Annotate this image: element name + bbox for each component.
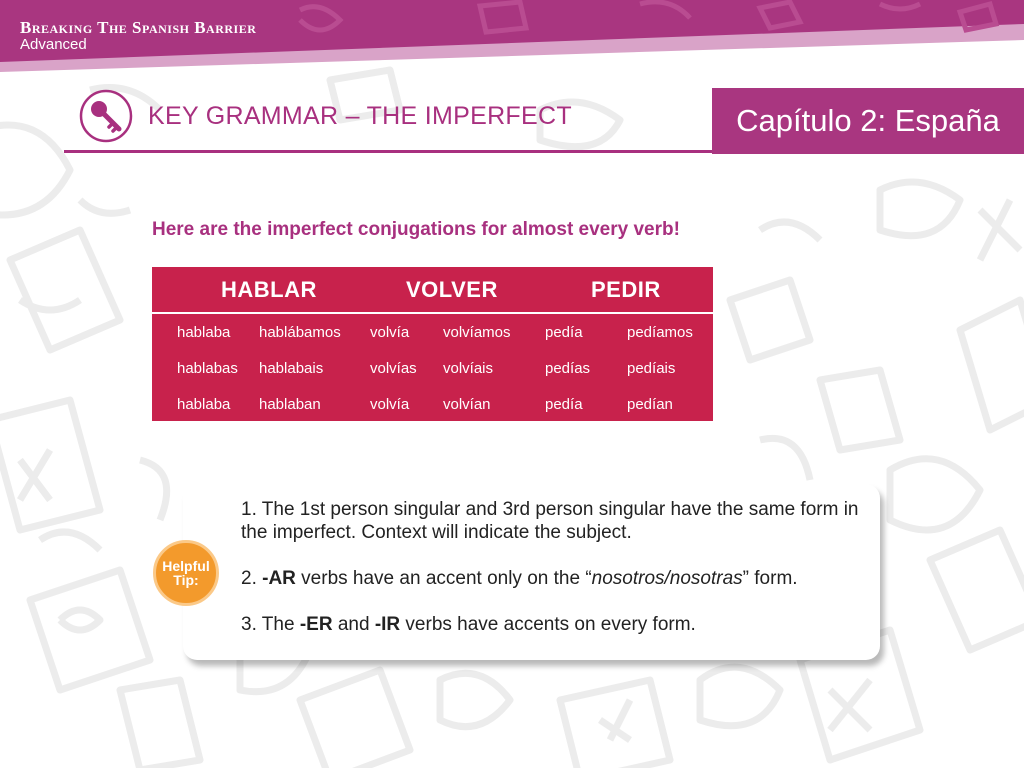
table-cell: volvías — [370, 360, 417, 377]
tip-text-part: 3. The — [241, 614, 300, 635]
helpful-tip-badge — [153, 540, 219, 606]
key-icon — [78, 88, 134, 144]
tip-text-part: ” form. — [742, 568, 798, 589]
tip-point-3 — [241, 613, 861, 636]
conjugation-table — [152, 267, 713, 421]
table-cell: pedía — [545, 396, 583, 413]
table-header-row — [152, 267, 713, 312]
tip-point-1: 1. The 1st person singular and 3rd person singular have the same form in the imperfect. Context will indicate the subject. — [241, 499, 859, 543]
tip-text-part: 2. — [241, 568, 263, 589]
tip-bold-er: -ER — [299, 614, 333, 635]
header-divider — [64, 150, 714, 153]
table-cell: hablaba — [177, 396, 231, 413]
header-pedir: PEDIR — [591, 277, 661, 302]
table-divider — [152, 312, 713, 314]
table-cell: volvía — [370, 324, 410, 341]
tip-text-part: verbs have an accent only on the “ — [295, 568, 592, 589]
tip-text-part: and — [332, 614, 375, 635]
badge-line-2: Tip: — [173, 572, 199, 588]
section-header — [64, 86, 712, 154]
table-cell: volvían — [443, 396, 491, 413]
table-cell: pedía — [545, 324, 583, 341]
tip-point-2 — [241, 567, 861, 590]
table-cell: hablabais — [259, 360, 324, 377]
table-cell: volvíamos — [443, 324, 511, 341]
badge-line-1: Helpful — [162, 558, 210, 574]
tip-bold-ir: -IR — [374, 614, 401, 635]
table-cell: hablaban — [259, 396, 321, 413]
tip-bold-ar: -AR — [262, 568, 296, 589]
table-cell: pedían — [627, 396, 673, 413]
table-cell: volvía — [370, 396, 410, 413]
table-cell: pedíamos — [627, 324, 693, 341]
table-cell: pedíais — [627, 360, 676, 377]
header-hablar: HABLAR — [221, 277, 317, 302]
tip-text-part: verbs have accents on every form. — [400, 614, 696, 635]
series-level: Advanced — [20, 36, 87, 53]
table-cell: hablábamos — [259, 324, 341, 341]
table-cell: volvíais — [443, 360, 494, 377]
section-title: KEY GRAMMAR – THE IMPERFECT — [148, 102, 572, 130]
tip-italic-nosotros: nosotros/nosotras — [591, 568, 743, 589]
table-cell: hablabas — [177, 360, 238, 377]
chapter-label: Capítulo 2: España — [712, 88, 1024, 154]
table-cell: pedías — [545, 360, 591, 377]
header-volver: VOLVER — [406, 277, 498, 302]
series-title: Breaking The Spanish Barrier — [20, 18, 257, 37]
table-cell: hablaba — [177, 324, 231, 341]
series-brand — [20, 20, 256, 53]
intro-text: Here are the imperfect conjugations for almost every verb! — [152, 219, 680, 240]
